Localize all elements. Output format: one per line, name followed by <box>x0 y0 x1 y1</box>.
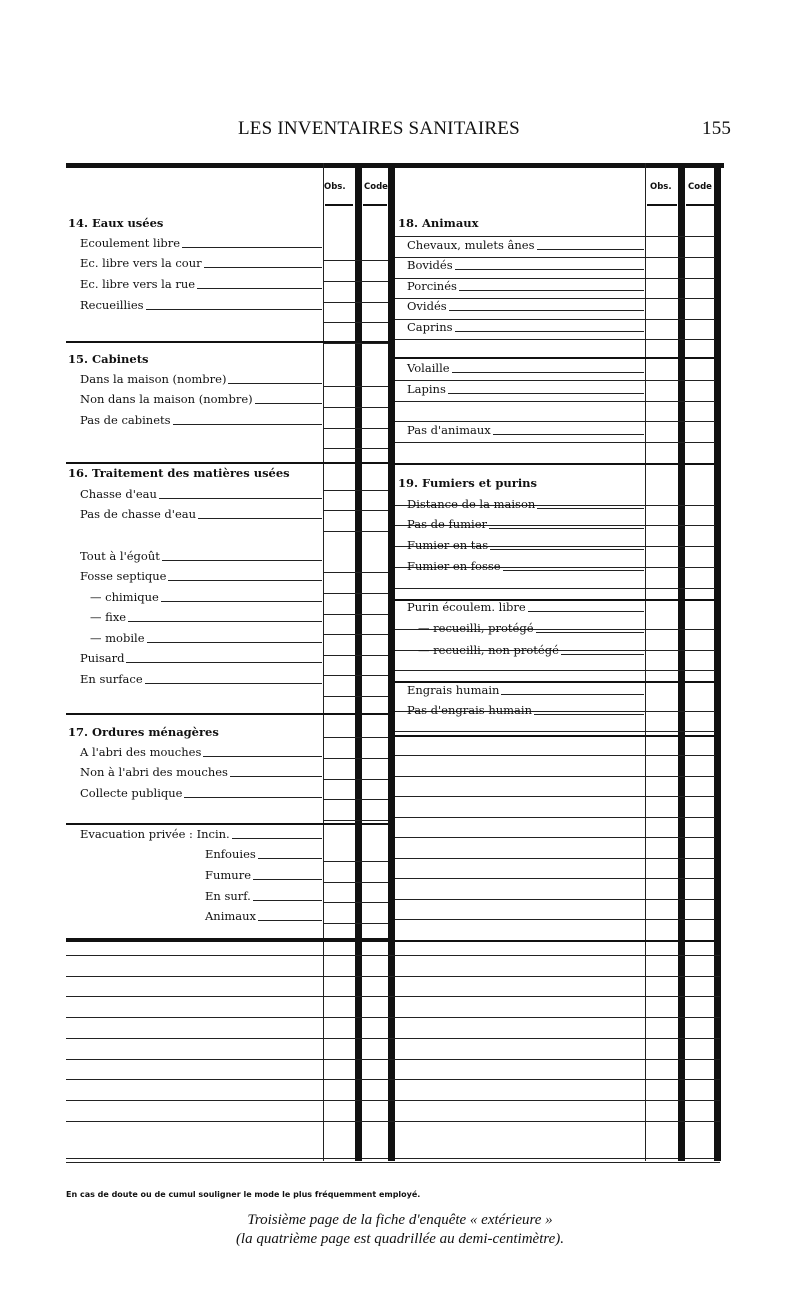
left-row-rule <box>323 902 388 903</box>
left-row-rule <box>323 531 388 532</box>
leader-line <box>536 632 644 633</box>
left-label: Dans la maison (nombre) <box>80 372 227 386</box>
blank-ruled-line <box>66 955 720 956</box>
leader-line <box>528 611 644 612</box>
right-label: Pas d'animaux <box>407 423 491 437</box>
right-label: Caprins <box>407 320 453 334</box>
left-section-separator <box>66 341 388 343</box>
left-row-rule <box>323 343 388 344</box>
leader-line <box>159 498 322 499</box>
leader-line <box>204 267 322 268</box>
left-row-rule <box>323 448 388 449</box>
left-obs-code-divider <box>355 163 362 1161</box>
right-obs-column-header: Obs. <box>650 182 672 192</box>
left-row-rule <box>323 655 388 656</box>
left-row-rule <box>323 758 388 759</box>
leader-line <box>534 714 644 715</box>
leader-line <box>161 601 322 602</box>
left-label: Ec. libre vers la rue <box>80 277 196 291</box>
leader-line <box>230 776 322 777</box>
left-label: En surface <box>80 672 143 686</box>
right-label: — recueilli, non protégé <box>418 643 559 657</box>
right-label: 18. Animaux <box>398 216 479 230</box>
right-label: Ovidés <box>407 299 447 313</box>
left-row-rule <box>323 675 388 676</box>
left-label: Non à l'abri des mouches <box>80 765 228 779</box>
left-row-rule <box>323 779 388 780</box>
left-label: Recueillies <box>80 298 144 312</box>
form-lower-separator <box>66 940 720 942</box>
leader-line <box>147 642 322 643</box>
leader-line <box>258 858 322 859</box>
left-label: A l'abri des mouches <box>80 745 202 759</box>
left-label: — mobile <box>90 631 145 645</box>
leader-line <box>126 662 322 663</box>
right-label: Fumier en fosse <box>407 559 501 573</box>
leader-line <box>182 247 322 248</box>
left-row-rule <box>323 696 388 697</box>
left-obs-column-rule <box>323 163 324 1161</box>
blank-ruled-line <box>66 1038 720 1039</box>
left-row-rule <box>323 614 388 615</box>
right-row-rule <box>395 380 715 381</box>
right-label: Porcinés <box>407 279 457 293</box>
blank-ruled-line <box>395 755 715 756</box>
right-obs-column-rule <box>645 163 646 1161</box>
left-row-rule <box>323 820 388 821</box>
form-bottom-border <box>66 1162 720 1163</box>
left-row-rule <box>323 407 388 408</box>
right-section-separator <box>395 357 715 359</box>
right-label: Engrais humain <box>407 683 500 697</box>
left-label: Evacuation privée : Incin. <box>80 827 230 841</box>
left-label: Tout à l'égoût <box>80 549 160 563</box>
leader-line <box>198 518 322 519</box>
blank-ruled-line <box>395 796 715 797</box>
left-label: Collecte publique <box>80 786 183 800</box>
leader-line <box>228 383 322 384</box>
leader-line <box>145 683 322 684</box>
left-label: Enfouies <box>205 847 256 861</box>
blank-ruled-line <box>66 996 720 997</box>
caption-line-2: (la quatrième page est quadrillée au demi-centimètre). <box>235 1231 565 1247</box>
left-label: 16. Traitement des matières usées <box>68 466 290 480</box>
leader-line <box>455 269 644 270</box>
left-label: En surf. <box>205 889 251 903</box>
page-header-title: LES INVENTAIRES SANITAIRES <box>238 118 520 139</box>
leader-line <box>490 549 644 550</box>
right-obs-code-divider <box>678 163 685 1161</box>
right-row-rule <box>395 442 715 443</box>
right-row-rule <box>395 339 715 340</box>
left-section-separator <box>66 823 388 825</box>
left-row-rule <box>323 737 388 738</box>
leader-line <box>449 310 644 311</box>
leader-line <box>253 879 322 880</box>
right-row-rule <box>395 731 715 732</box>
left-row-rule <box>323 260 388 261</box>
left-label: 15. Cabinets <box>68 352 149 366</box>
leader-line <box>184 797 322 798</box>
left-row-rule <box>323 510 388 511</box>
left-row-rule <box>323 799 388 800</box>
right-label: Volaille <box>407 361 450 375</box>
right-code-column-header: Code <box>688 182 712 192</box>
right-edge-rule <box>714 163 721 1161</box>
blank-ruled-line <box>395 817 715 818</box>
left-label: Fumure <box>205 868 251 882</box>
blank-ruled-line <box>66 976 720 977</box>
leader-line <box>537 508 644 509</box>
left-label: Fosse septique <box>80 569 167 583</box>
right-label: — recueilli, protégé <box>418 621 534 635</box>
leader-line <box>128 621 322 622</box>
left-label: Animaux <box>205 909 257 923</box>
leader-line <box>197 288 322 289</box>
left-row-rule <box>323 572 388 573</box>
right-label: Pas d'engrais humain <box>407 703 532 717</box>
right-row-rule <box>395 588 715 589</box>
left-row-rule <box>323 634 388 635</box>
right-label: 19. Fumiers et purins <box>398 476 538 490</box>
left-section-separator <box>66 713 388 715</box>
blank-ruled-line <box>395 919 715 920</box>
left-code-column-header: Code <box>364 182 388 192</box>
blank-ruled-line <box>395 878 715 879</box>
left-label: — fixe <box>90 610 127 624</box>
left-label: Puisard <box>80 651 125 665</box>
right-label: Fumier en tas <box>407 538 489 552</box>
leader-line <box>537 249 644 250</box>
leader-line <box>561 654 644 655</box>
leader-line <box>503 570 644 571</box>
right-label: Purin écoulem. libre <box>407 600 526 614</box>
blank-ruled-line <box>66 1100 720 1101</box>
left-label: Pas de cabinets <box>80 413 171 427</box>
right-code-header-underline <box>686 204 714 206</box>
left-label: 17. Ordures ménagères <box>68 725 219 739</box>
left-row-rule <box>323 302 388 303</box>
right-label: Lapins <box>407 382 446 396</box>
right-row-rule <box>395 236 715 237</box>
right-section-separator <box>395 463 715 465</box>
blank-ruled-line <box>66 1059 720 1060</box>
leader-line <box>489 528 644 529</box>
leader-line <box>232 838 322 839</box>
caption-line-1: Troisième page de la fiche d'enquête « extérieure » <box>247 1212 553 1228</box>
left-label: Pas de chasse d'eau <box>80 507 197 521</box>
blank-ruled-line <box>66 1079 720 1080</box>
form-top-border <box>66 163 724 168</box>
left-code-header-underline <box>363 204 387 206</box>
leader-line <box>146 309 322 310</box>
left-obs-column-header: Obs. <box>324 182 346 192</box>
leader-line <box>162 560 322 561</box>
leader-line <box>501 694 644 695</box>
blank-ruled-line <box>395 837 715 838</box>
right-label: Pas de fumier <box>407 517 488 531</box>
center-divider <box>388 163 395 1161</box>
left-row-rule <box>323 593 388 594</box>
blank-ruled-line <box>66 1017 720 1018</box>
left-obs-header-underline <box>325 204 353 206</box>
right-row-rule <box>395 670 715 671</box>
leader-line <box>452 372 644 373</box>
left-row-rule <box>323 322 388 323</box>
leader-line <box>203 756 322 757</box>
left-label: Chasse d'eau <box>80 487 157 501</box>
right-row-rule <box>395 421 715 422</box>
left-row-rule <box>323 281 388 282</box>
leader-line <box>258 920 322 921</box>
blank-ruled-line <box>395 776 715 777</box>
leader-line <box>455 331 644 332</box>
right-label: Bovidés <box>407 258 453 272</box>
left-label: — chimique <box>90 590 159 604</box>
leader-line <box>255 403 322 404</box>
blank-ruled-line <box>395 858 715 859</box>
left-label: Ec. libre vers la cour <box>80 256 202 270</box>
left-row-rule <box>323 923 388 924</box>
leader-line <box>448 393 644 394</box>
left-row-rule <box>323 882 388 883</box>
right-label: Distance de la maison <box>407 497 536 511</box>
leader-line <box>493 434 644 435</box>
leader-line <box>168 580 322 581</box>
blank-ruled-line <box>395 899 715 900</box>
left-row-rule <box>323 490 388 491</box>
right-obs-header-underline <box>647 204 677 206</box>
left-label: Non dans la maison (nombre) <box>80 392 253 406</box>
left-row-rule <box>323 428 388 429</box>
leader-line <box>459 290 644 291</box>
leader-line <box>253 900 322 901</box>
footnote: En cas de doute ou de cumul souligner le mode le plus fréquemment employé. <box>66 1190 421 1199</box>
right-label: Chevaux, mulets ânes <box>407 238 535 252</box>
left-row-rule <box>323 386 388 387</box>
left-label: Ecoulement libre <box>80 236 181 250</box>
left-row-rule <box>323 861 388 862</box>
right-row-rule <box>395 401 715 402</box>
left-section-separator <box>66 462 388 464</box>
blank-ruled-line <box>66 1121 720 1122</box>
leader-line <box>173 424 322 425</box>
right-section-separator <box>395 735 715 737</box>
left-label: 14. Eaux usées <box>68 216 164 230</box>
page-number: 155 <box>702 118 732 139</box>
